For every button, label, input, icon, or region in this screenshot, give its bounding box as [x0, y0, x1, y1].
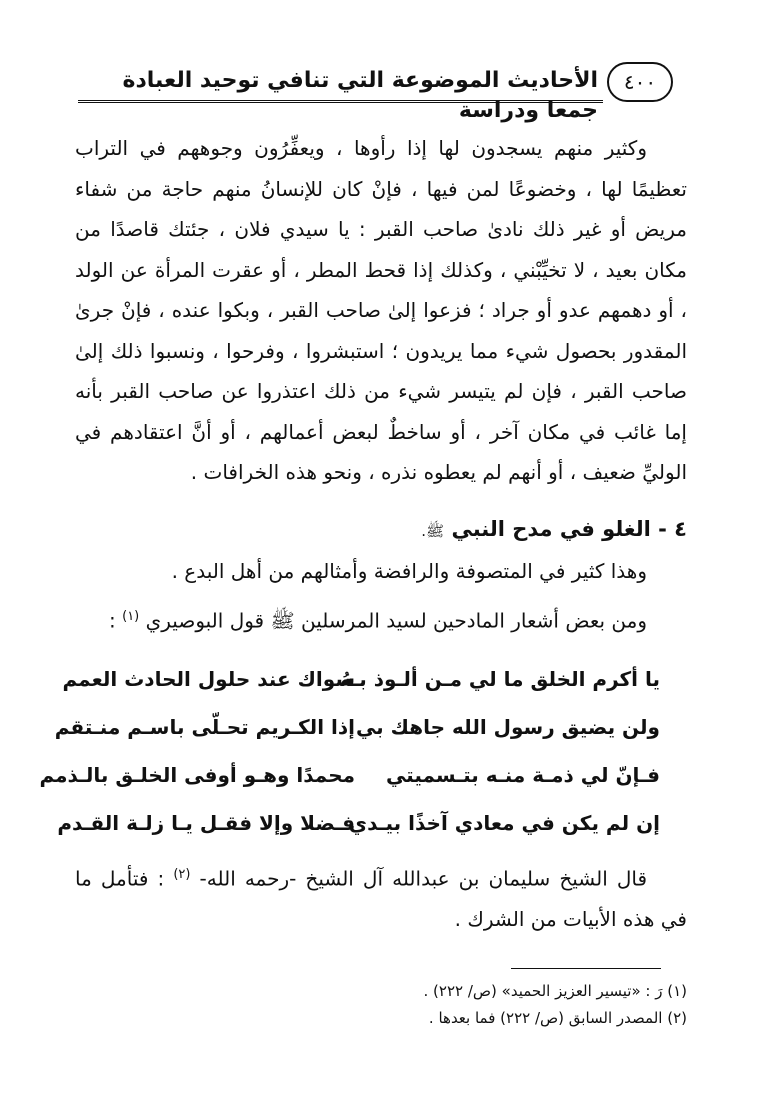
poem	[39, 655, 660, 847]
poem-verse	[39, 751, 660, 799]
poem-verse	[54, 703, 660, 751]
paragraph-1: وكثير منهم يسجدون لها إذا رأوها ، ويعفِّرُون وجوههم في التراب تعظيمًا لها ، وخضوعًا لمن فيها ، فإنْ كان للإنسانُ منهم حاجة من شفاء مريض أو غير ذلك نادىٰ صاحب القبر : يا سيدي فلان ، جئتك قاصدًا من مكان بعيد ، لا تخيِّبْني ، وكذلك إذا قحط المطر ، أو عقرت المرأة عن الولد ، أو دهمهم عدو أو جراد ؛ فزعوا إلىٰ صاحب القبر ، وبكوا عنده ، فإنْ جرىٰ المقدور بحصول شيء مما يريدون ؛ استبشروا ، وفرحوا ، ونسبوا ذلك إلىٰ صاحب القبر ، فإن لم يتيسر شيء من ذلك اعتذروا عن صاحب القبر بأنه إما غائب في مكان آخر ، أو ساخطٌ لبعض أعمالهم ، أو أنَّ اعتقادهم في الوليِّ ضعيف ، أو أنهم لم يعطوه نذره ، ونحو هذه الخرافات .	[75, 136, 687, 484]
footnote-separator	[511, 968, 661, 969]
verse-second-hemistich: محمدًا وهـو أوفى الخلـق بالـذمم	[39, 763, 355, 787]
poem-verse	[57, 799, 660, 847]
paragraph-2: وهذا كثير في المتصوفة والرافضة وأمثالهم من أهل البدع .	[171, 558, 647, 583]
page-header	[78, 60, 673, 123]
closing-text-after: : فتأمل ما في هذه الأبيات من الشرك .	[75, 866, 687, 932]
verse-second-hemistich: إذا الكـريم تحـلّى باسـم منـتقم	[54, 715, 355, 739]
verse-first-hemistich: إن لم يكن في معادي آخذًا بيـدي	[348, 811, 660, 835]
footnote-ref-1: (١)	[122, 609, 140, 624]
closing-text	[75, 855, 687, 940]
verse-second-hemistich: سواك عند حلول الحادث العمم	[62, 667, 355, 691]
running-title: الأحاديث الموضوعة التي تنافي توحيد العبادة جمعا ودراسة	[122, 68, 598, 123]
paragraph-3-text: ومن بعض أشعار المادحين لسيد المرسلين ﷺ قول البوصيري	[145, 608, 647, 633]
verse-first-hemistich: فـإنّ لي ذمـة منـه بتـسميتي	[385, 763, 660, 787]
main-text	[75, 128, 687, 641]
section-heading	[75, 509, 687, 551]
verse-second-hemistich: فـضلا وإلا فقـل يـا زلـة القـدم	[57, 811, 355, 835]
footnotes	[75, 978, 687, 1032]
paragraph-3	[75, 597, 687, 641]
verse-first-hemistich: ولن يضيق رسول الله جاهك بي	[355, 715, 660, 739]
closing-paragraph	[75, 855, 687, 940]
footnote-ref-2: (٢)	[173, 867, 191, 882]
page-number: ٤٠٠	[607, 62, 673, 102]
poem-verse	[62, 655, 660, 703]
footnote-2: (٢) المصدر السابق (ص/ ٢٢٢) فما بعدها .	[428, 1009, 687, 1027]
footnote-1: (١) رَ : «تيسير العزيز الحميد» (ص/ ٢٢٢) .	[423, 982, 687, 1000]
verse-first-hemistich: يا أكرم الخلق ما لي مـن ألـوذ بـهُ	[340, 667, 660, 691]
closing-text-before: قال الشيخ سليمان بن عبدالله آل الشيخ -رحمه الله-	[199, 866, 648, 891]
section-heading-text: ٤ - الغلو في مدح النبي	[451, 516, 687, 541]
header-rule	[78, 100, 603, 103]
paragraph-3-end: :	[109, 608, 116, 633]
salawat-mark: ﷺ.	[421, 521, 445, 540]
